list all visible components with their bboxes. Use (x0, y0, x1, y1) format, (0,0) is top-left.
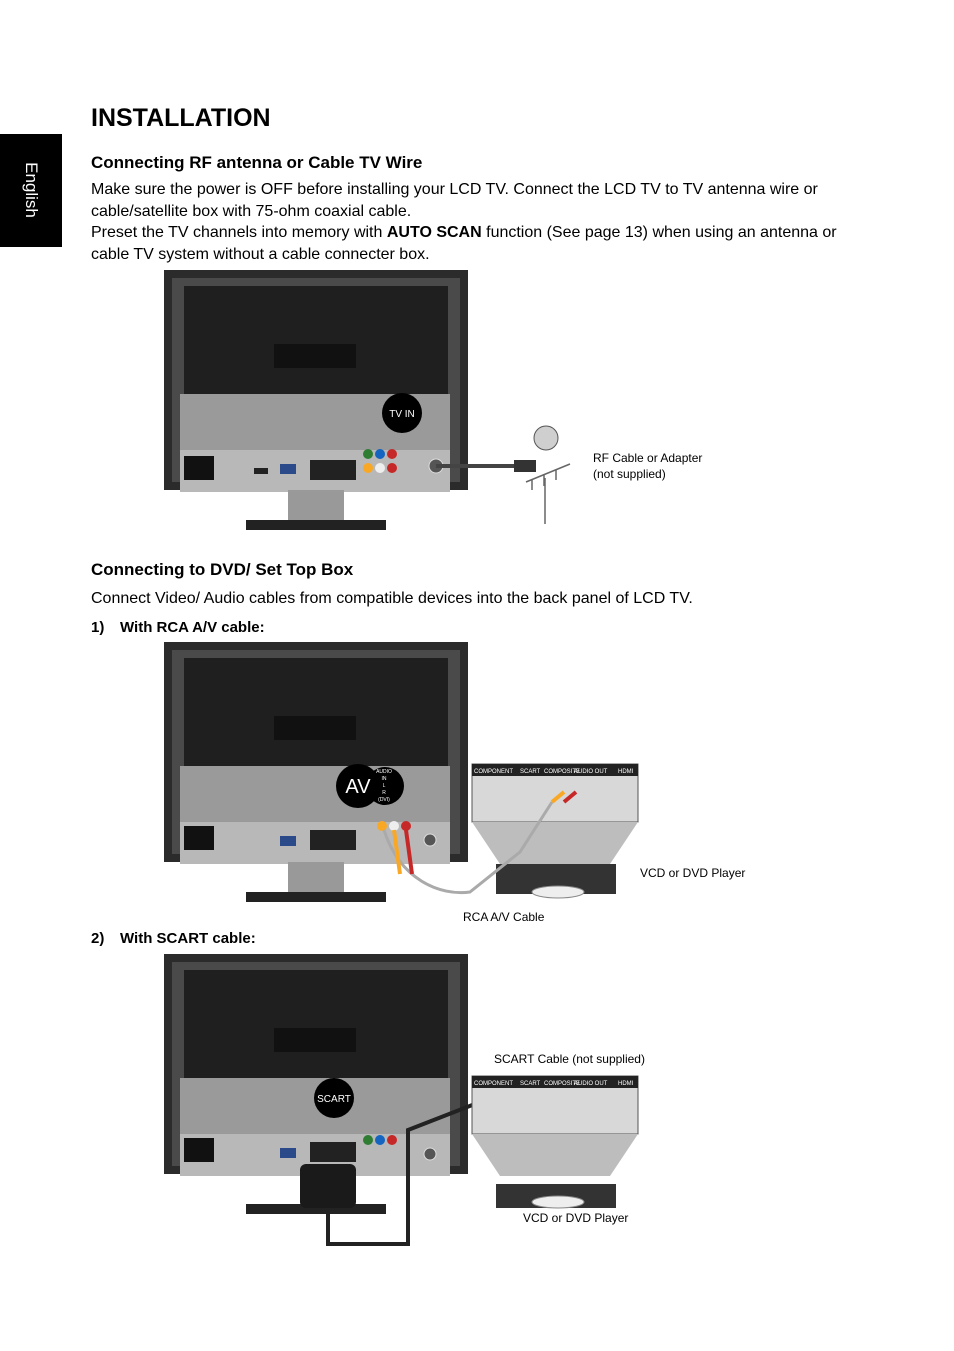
svg-text:AUDIO: AUDIO (376, 769, 392, 775)
svg-text:R: R (382, 790, 386, 796)
svg-text:(DVI): (DVI) (378, 797, 390, 803)
svg-text:HDMI: HDMI (618, 769, 634, 775)
rca-cable-caption: RCA A/V Cable (463, 910, 545, 924)
satellite-dish-icon (534, 426, 558, 450)
svg-text:HDMI: HDMI (618, 1081, 634, 1087)
svg-text:AUDIO OUT: AUDIO OUT (574, 1081, 608, 1087)
power-socket (184, 456, 214, 480)
av-badge-label: AV (345, 776, 371, 798)
rca-connection-diagram (160, 640, 645, 910)
svg-text:IN: IN (381, 776, 387, 782)
tv-stand-neck (288, 490, 344, 520)
rf-paragraph-1: Make sure the power is OFF before installing your LCD TV. Connect the LCD TV to TV antenna wire or cable/satellite box with 75-ohm coaxial cable. (91, 181, 818, 220)
svg-text:AUDIO OUT: AUDIO OUT (574, 769, 608, 775)
tv-in-badge-label: TV IN (389, 409, 415, 420)
language-tab (0, 134, 62, 247)
power-socket (184, 826, 214, 850)
disc-icon (532, 1196, 584, 1208)
svg-text:SCART: SCART (520, 1081, 541, 1087)
tv-antenna-diagram (160, 268, 590, 534)
scart-badge-label: SCART (317, 1094, 351, 1105)
rca-player-caption: VCD or DVD Player (640, 866, 746, 880)
scart-port (310, 460, 356, 480)
power-socket (184, 1138, 214, 1162)
section-heading-dvd: Connecting to DVD/ Set Top Box (91, 560, 354, 579)
svg-text:SCART: SCART (520, 769, 541, 775)
dvd-paragraph: Connect Video/ Audio cables from compatible devices into the back panel of LCD TV. (91, 590, 693, 607)
scart-plug-tv (300, 1164, 356, 1208)
tv-stand-base (246, 520, 386, 530)
rf-cable-caption: RF Cable or Adapter (not supplied) (593, 451, 703, 481)
scart-player-caption: VCD or DVD Player (523, 1211, 629, 1225)
page-title: INSTALLATION (91, 104, 271, 132)
language-tab-label: English (22, 162, 41, 218)
svg-text:L: L (382, 783, 386, 789)
scart-port (310, 830, 356, 850)
auto-scan-term: AUTO SCAN (386, 224, 482, 241)
svg-text:COMPONENT: COMPONENT (474, 1081, 513, 1087)
scart-connection-diagram (160, 952, 645, 1250)
svg-text:COMPOSITE: COMPOSITE (544, 1081, 581, 1087)
svg-text:COMPOSITE: COMPOSITE (544, 769, 581, 775)
scart-cable-caption: SCART Cable (not supplied) (494, 1052, 645, 1066)
section-heading-rf: Connecting RF antenna or Cable TV Wire (91, 153, 423, 172)
disc-icon (532, 886, 584, 898)
svg-text:COMPONENT: COMPONENT (474, 769, 513, 775)
item-rca-heading: 1) With RCA A/V cable: (91, 619, 265, 636)
antenna-icon (526, 464, 570, 524)
item-scart-heading: 2) With SCART cable: (91, 930, 256, 947)
rf-paragraph-2: Preset the TV channels into memory with AUTO SCAN function (See page 13) when using an antenna or cable TV system without a cable connecter box. (91, 224, 837, 263)
scart-port (310, 1142, 356, 1162)
